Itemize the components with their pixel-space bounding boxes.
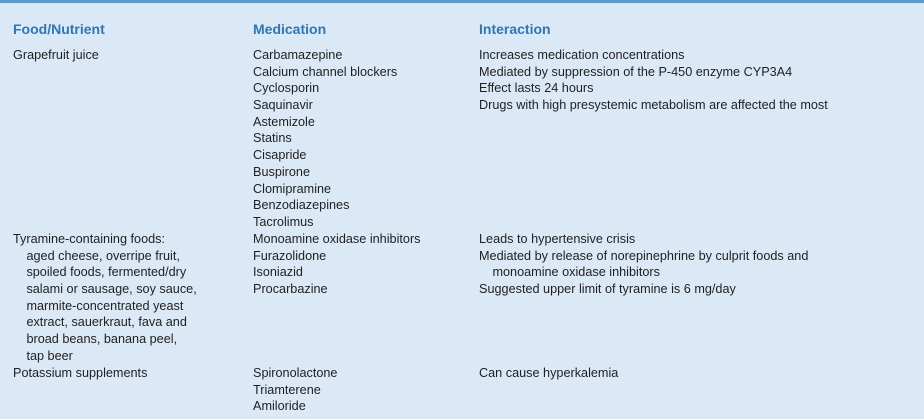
row-potassium-interactions bbox=[479, 365, 618, 382]
medication-item: Tacrolimus bbox=[253, 213, 314, 229]
medication-item: Astemizole bbox=[253, 113, 315, 129]
food-line: spoiled foods, fermented/dry bbox=[26, 264, 187, 280]
medication-item: Monoamine oxidase inhibitors bbox=[253, 231, 421, 246]
medication-item: Furazolidone bbox=[253, 247, 327, 263]
header-food-nutrient: Food/Nutrient bbox=[13, 21, 105, 37]
medication-item: Amiloride bbox=[253, 398, 306, 414]
interaction-line: Mediated by release of norepinephrine by culprit foods and bbox=[479, 247, 809, 263]
medication-item: Statins bbox=[253, 130, 292, 146]
medication-item: Buspirone bbox=[253, 163, 311, 179]
medication-item: Clomipramine bbox=[253, 180, 332, 196]
header-medication: Medication bbox=[253, 21, 327, 37]
medication-item: Spironolactone bbox=[253, 365, 338, 380]
row-grapefruit-medications bbox=[253, 47, 397, 231]
row-tyramine-food bbox=[13, 231, 197, 365]
interaction-line: Leads to hypertensive crisis bbox=[479, 231, 636, 246]
food-line: extract, sauerkraut, fava and bbox=[26, 314, 187, 330]
row-grapefruit-interactions bbox=[479, 47, 828, 114]
food-line: marmite-concentrated yeast bbox=[26, 297, 184, 313]
food-line: Potassium supplements bbox=[13, 365, 148, 380]
drug-food-interaction-table bbox=[0, 3, 924, 419]
medication-item: Procarbazine bbox=[253, 281, 328, 297]
interaction-line: Mediated by suppression of the P-450 enzyme CYP3A4 bbox=[479, 63, 793, 79]
row-potassium-medications bbox=[253, 365, 337, 415]
food-line: Grapefruit juice bbox=[13, 47, 99, 62]
row-potassium-food bbox=[13, 365, 147, 382]
medication-item: Carbamazepine bbox=[253, 47, 343, 62]
food-line: tap beer bbox=[26, 347, 73, 363]
interaction-line: Can cause hyperkalemia bbox=[479, 365, 619, 380]
medication-item: Cyclosporin bbox=[253, 80, 320, 96]
food-line: aged cheese, overripe fruit, bbox=[26, 247, 180, 263]
food-line: broad beans, banana peel, bbox=[26, 331, 178, 347]
food-line: salami or sausage, soy sauce, bbox=[26, 281, 197, 297]
medication-item: Cisapride bbox=[253, 147, 307, 163]
interaction-line: Drugs with high presystemic metabolism are affected the most bbox=[479, 97, 828, 113]
medication-item: Triamterene bbox=[253, 381, 321, 397]
medication-item: Isoniazid bbox=[253, 264, 303, 280]
medication-item: Saquinavir bbox=[253, 97, 313, 113]
interaction-line: monoamine oxidase inhibitors bbox=[492, 264, 660, 280]
row-tyramine-medications bbox=[253, 231, 420, 298]
row-tyramine-interactions bbox=[479, 231, 808, 298]
medication-item: Calcium channel blockers bbox=[253, 63, 398, 79]
row-grapefruit-food bbox=[13, 47, 99, 64]
food-line: Tyramine-containing foods: bbox=[13, 231, 166, 246]
interaction-line: Increases medication concentrations bbox=[479, 47, 685, 62]
header-interaction: Interaction bbox=[479, 21, 551, 37]
medication-item: Benzodiazepines bbox=[253, 197, 350, 213]
interaction-line: Effect lasts 24 hours bbox=[479, 80, 594, 96]
interaction-line: Suggested upper limit of tyramine is 6 mg/day bbox=[479, 281, 736, 297]
